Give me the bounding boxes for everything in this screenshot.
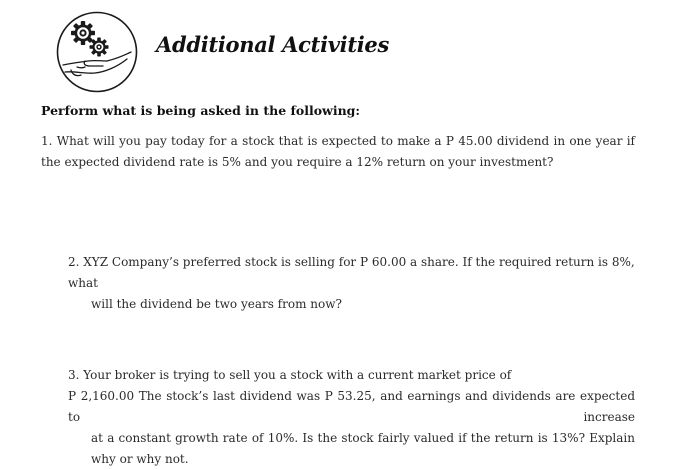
question-1: 1. What will you pay today for a stock that is expected to make a P 45.00 dividend in one year if the expected dividend rate is 5% and you require a 12% return on your investment? [41,134,635,169]
question-2 [68,252,638,315]
gears-in-hand-icon [55,11,139,93]
page-title: Additional Activities [156,32,389,57]
question-2-line-1: 2. XYZ Company’s preferred stock is selling for P 60.00 a share. If the required return is 8%, what [68,255,635,290]
question-3-line-3: at a constant growth rate of 10%. Is the stock fairly valued if the return is 13%? Explain why or why not. [91,431,635,466]
instruction-text: Perform what is being asked in the following: [41,103,361,118]
question-3-line-2: P 2,160.00 The stock’s last dividend was P 53.25, and earnings and dividends are expected to increase [68,389,635,424]
question-3 [68,386,635,470]
question-2-line-2: will the dividend be two years from now? [91,297,342,311]
question-3-line-1: 3. Your broker is trying to sell you a stock with a current market price of [68,368,512,382]
